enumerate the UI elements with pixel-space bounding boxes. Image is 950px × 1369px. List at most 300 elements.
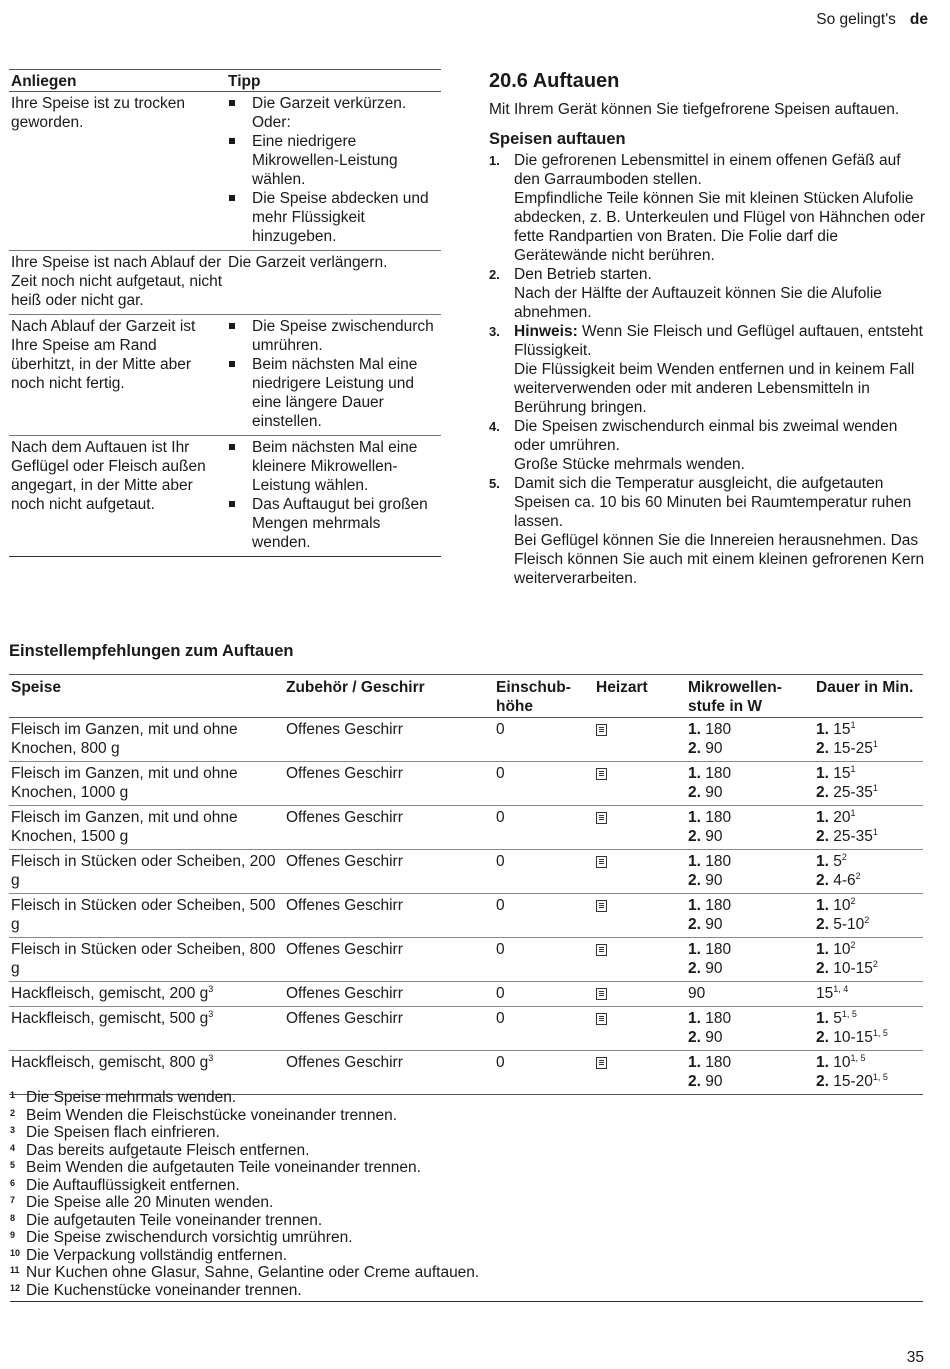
duration-value: 5 — [833, 853, 842, 870]
footnote-ref: 1 — [872, 783, 878, 793]
step-number: 3. — [489, 324, 500, 339]
food-name: Hackfleisch, gemischt, 800 g — [11, 1054, 209, 1071]
power-value: 90 — [705, 828, 723, 845]
tip-list — [228, 94, 439, 246]
footnote — [10, 1194, 923, 1212]
stage-number: 1. — [816, 809, 829, 826]
page-number: 35 — [906, 1349, 924, 1366]
food-name: Fleisch im Ganzen, mit und ohne Knochen, 800 g — [11, 721, 238, 757]
footnote — [10, 1107, 923, 1125]
footnote-ref: 1 — [850, 720, 856, 730]
microwave-heating-icon — [596, 1013, 607, 1025]
footnote-ref: 1 — [872, 827, 878, 837]
power-value: 180 — [705, 809, 732, 826]
footnote-ref: 1, 5 — [872, 1072, 888, 1082]
accessory-cell: Offenes Geschirr — [284, 894, 494, 938]
food-cell — [9, 982, 284, 1007]
stage-number: 2. — [816, 872, 829, 889]
microwave-heating-icon — [596, 812, 607, 824]
heating-cell — [594, 894, 686, 938]
duration-stage — [816, 739, 921, 758]
food-name: Fleisch im Ganzen, mit und ohne Knochen, 1500 g — [11, 809, 238, 845]
step-list — [489, 151, 929, 588]
food-cell — [9, 718, 284, 762]
level-cell: 0 — [494, 894, 594, 938]
table-row — [9, 1051, 923, 1095]
power-stage — [688, 852, 812, 871]
heating-cell — [594, 850, 686, 894]
footnote-ref: 3 — [208, 1009, 214, 1019]
duration-cell — [814, 762, 923, 806]
power-value: 90 — [688, 985, 706, 1002]
duration-value: 10-15 — [833, 960, 873, 977]
accessory-cell: Offenes Geschirr — [284, 938, 494, 982]
stage-number: 2. — [688, 1073, 701, 1090]
table-row — [9, 806, 923, 850]
stage-number: 1. — [816, 853, 829, 870]
duration-value: 5 — [833, 1010, 842, 1027]
footnote-number: 5 — [10, 1160, 16, 1170]
footnote-number: 2 — [10, 1107, 16, 1118]
footnote-number: 3 — [10, 1125, 16, 1135]
tip-list — [228, 438, 439, 552]
accessory-cell: Offenes Geschirr — [284, 850, 494, 894]
power-cell — [686, 1051, 814, 1095]
heating-cell — [594, 982, 686, 1007]
power-cell — [686, 762, 814, 806]
footnote-number: 10 — [10, 1247, 21, 1258]
column-header: Mikrowellen-stufe in W — [686, 675, 814, 718]
duration-cell — [814, 894, 923, 938]
level-cell: 0 — [494, 806, 594, 850]
heating-cell — [594, 762, 686, 806]
heating-cell — [594, 806, 686, 850]
step-item — [489, 417, 929, 474]
step-detail: Bei Geflügel können Sie die Innereien herausnehmen. Das Fleisch können Sie auch mit einem kleinen gefrorenen Kern weiterverarbeiten. — [514, 532, 925, 587]
footnote-ref: 3 — [208, 1053, 214, 1063]
food-cell — [9, 806, 284, 850]
table-row — [9, 1007, 923, 1051]
footnote-text: Beim Wenden die aufgetauten Teile voneinander trennen. — [26, 1159, 421, 1176]
food-name: Fleisch im Ganzen, mit und ohne Knochen, 1000 g — [11, 765, 238, 801]
column-header: Dauer in Min. — [814, 675, 923, 718]
step-detail: Die Flüssigkeit beim Wenden entfernen und in keinem Fall weiterverwenden oder mit anderen Lebensmitteln in Berührung bringen. — [514, 361, 915, 416]
footnote — [10, 1159, 923, 1177]
food-cell — [9, 938, 284, 982]
footnote-text: Die Kuchenstücke voneinander trennen. — [26, 1281, 302, 1299]
footnote — [10, 1264, 923, 1282]
power-stage — [688, 1009, 812, 1028]
power-value: 180 — [705, 1054, 732, 1071]
food-cell — [9, 1051, 284, 1095]
issue-cell: Nach Ablauf der Garzeit ist Ihre Speise am Rand überhitzt, in der Mitte aber noch nicht fertig. — [9, 315, 226, 436]
duration-stage — [816, 1053, 921, 1072]
microwave-heating-icon — [596, 768, 607, 780]
table-header-row — [9, 675, 923, 718]
level-cell: 0 — [494, 1007, 594, 1051]
tip-item: Beim nächsten Mal eine niedrigere Leistung und eine längere Dauer einstellen. — [228, 355, 439, 431]
footnote-ref: 1 — [872, 739, 878, 749]
footnote-text: Nur Kuchen ohne Glasur, Sahne, Gelantine oder Creme auftauen. — [26, 1264, 480, 1281]
duration-value: 15-25 — [833, 740, 873, 757]
power-value: 90 — [705, 960, 723, 977]
step-text: Wenn Sie Fleisch und Geflügel auftauen, entsteht Flüssigkeit. — [514, 323, 923, 359]
microwave-heating-icon — [596, 1057, 607, 1069]
duration-cell — [814, 982, 923, 1007]
power-stage — [688, 720, 812, 739]
issue-cell: Ihre Speise ist zu trocken geworden. — [9, 92, 226, 251]
header-language: de — [909, 11, 928, 28]
stage-number: 2. — [688, 960, 701, 977]
stage-number: 1. — [816, 897, 829, 914]
table-row — [9, 315, 441, 436]
footnote-ref: 2 — [841, 852, 847, 862]
table-row — [9, 850, 923, 894]
duration-cell — [814, 1007, 923, 1051]
footnote-number: 9 — [10, 1230, 16, 1240]
footnote-ref: 3 — [208, 984, 214, 994]
stage-number: 2. — [688, 872, 701, 889]
footnote-text: Das bereits aufgetaute Fleisch entfernen. — [26, 1141, 310, 1159]
footnote-text: Die Speise mehrmals wenden. — [26, 1089, 237, 1106]
duration-value: 25-35 — [833, 828, 873, 845]
table-row — [9, 762, 923, 806]
footnote-ref: 1 — [850, 808, 856, 818]
heating-cell — [594, 1051, 686, 1095]
accessory-cell: Offenes Geschirr — [284, 762, 494, 806]
stage-number: 2. — [816, 740, 829, 757]
duration-stage — [816, 720, 921, 739]
duration-stage — [816, 852, 921, 871]
food-cell — [9, 1007, 284, 1051]
step-text: Die Speisen zwischendurch einmal bis zweimal wenden oder umrühren. — [514, 418, 898, 454]
troubleshooting-table — [9, 69, 441, 557]
stage-number: 2. — [816, 1029, 829, 1046]
column-header: Speise — [9, 675, 284, 718]
duration-cell — [814, 938, 923, 982]
table-row — [9, 436, 441, 557]
duration-stage — [816, 984, 921, 1003]
footnote — [10, 1142, 923, 1160]
power-cell — [686, 1007, 814, 1051]
duration-value: 15 — [833, 721, 851, 738]
duration-stage — [816, 871, 921, 890]
footnote — [10, 1282, 923, 1300]
accessory-cell: Offenes Geschirr — [284, 982, 494, 1007]
microwave-heating-icon — [596, 900, 607, 912]
table-title: Einstellempfehlungen zum Auftauen — [9, 642, 294, 660]
level-cell: 0 — [494, 718, 594, 762]
step-number: 1. — [489, 153, 500, 168]
duration-value: 15 — [816, 985, 834, 1002]
duration-value: 20 — [833, 809, 851, 826]
step-text: Damit sich die Temperatur ausgleicht, die aufgetauten Speisen ca. 10 bis 60 Minuten bei Raumtemperatur ruhen lassen. — [514, 475, 912, 530]
duration-stage — [816, 764, 921, 783]
footnote-number: 12 — [10, 1282, 21, 1293]
duration-value: 10 — [833, 897, 851, 914]
tip-cell — [226, 436, 441, 557]
duration-value: 10-15 — [833, 1029, 873, 1046]
food-name: Fleisch in Stücken oder Scheiben, 500 g — [11, 897, 276, 933]
level-cell: 0 — [494, 938, 594, 982]
power-stage — [688, 940, 812, 959]
footnote — [10, 1212, 923, 1230]
footnote — [10, 1247, 923, 1265]
duration-value: 15 — [833, 765, 851, 782]
power-stage — [688, 915, 812, 934]
table-row — [9, 938, 923, 982]
tip-item: Das Auftaugut bei großen Mengen mehrmals wenden. — [228, 495, 439, 552]
step-detail: Nach der Hälfte der Auftauzeit können Sie die Alufolie abnehmen. — [514, 285, 882, 321]
power-stage — [688, 808, 812, 827]
food-name: Fleisch in Stücken oder Scheiben, 800 g — [11, 941, 276, 977]
stage-number: 2. — [688, 740, 701, 757]
accessory-cell: Offenes Geschirr — [284, 1051, 494, 1095]
stage-number: 2. — [816, 828, 829, 845]
level-cell: 0 — [494, 850, 594, 894]
power-cell — [686, 938, 814, 982]
power-value: 90 — [705, 1029, 723, 1046]
duration-cell — [814, 806, 923, 850]
stage-number: 2. — [816, 1073, 829, 1090]
duration-value: 10 — [833, 1054, 851, 1071]
power-stage — [688, 896, 812, 915]
stage-number: 2. — [816, 784, 829, 801]
tip-item: Die Speise abdecken und mehr Flüssigkeit hinzugeben. — [228, 189, 439, 246]
tip-cell — [226, 315, 441, 436]
microwave-heating-icon — [596, 724, 607, 736]
column-header: Zubehör / Geschirr — [284, 675, 494, 718]
stage-number: 2. — [688, 1029, 701, 1046]
section-title: 20.6 Auftauen — [489, 70, 620, 92]
section-intro: Mit Ihrem Gerät können Sie tiefgefrorene Speisen auftauen. — [489, 101, 900, 118]
footnote-ref: 2 — [872, 959, 878, 969]
step-number: 2. — [489, 267, 500, 282]
footnote-ref: 2 — [855, 871, 861, 881]
level-cell: 0 — [494, 982, 594, 1007]
footnote-ref: 1 — [850, 764, 856, 774]
issue-cell: Nach dem Auftauen ist Ihr Geflügel oder Fleisch außen angegart, in der Mitte aber noch nicht aufgetaut. — [9, 436, 226, 557]
power-stage — [688, 827, 812, 846]
stage-number: 1. — [688, 721, 701, 738]
accessory-cell: Offenes Geschirr — [284, 718, 494, 762]
column-header: Tipp — [226, 70, 441, 92]
step-number: 5. — [489, 476, 500, 491]
power-value: 90 — [705, 872, 723, 889]
food-cell — [9, 850, 284, 894]
footnote-ref: 2 — [864, 915, 870, 925]
stage-number: 2. — [816, 960, 829, 977]
footnote-ref: 2 — [850, 940, 856, 950]
step-text: Die gefrorenen Lebensmittel in einem offenen Gefäß auf den Garraumboden stellen. — [514, 152, 901, 188]
stage-number: 1. — [816, 1054, 829, 1071]
microwave-heating-icon — [596, 856, 607, 868]
table-row — [9, 251, 441, 315]
footnote-text: Die aufgetauten Teile voneinander trennen. — [26, 1211, 323, 1229]
power-stage — [688, 1028, 812, 1047]
duration-cell — [814, 718, 923, 762]
heating-cell — [594, 1007, 686, 1051]
duration-stage — [816, 896, 921, 915]
power-value: 180 — [705, 941, 732, 958]
footnote-number: 6 — [10, 1177, 16, 1188]
heating-cell — [594, 938, 686, 982]
power-stage — [688, 764, 812, 783]
table-row — [9, 718, 923, 762]
footnote-text: Die Speise zwischendurch vorsichtig umrühren. — [26, 1229, 353, 1246]
table-row — [9, 92, 441, 251]
power-cell — [686, 894, 814, 938]
food-name: Hackfleisch, gemischt, 500 g — [11, 1010, 209, 1027]
duration-value: 4-6 — [833, 872, 856, 889]
footnote-text: Die Speisen flach einfrieren. — [26, 1124, 220, 1141]
footnote-number: 7 — [10, 1195, 16, 1205]
footnote — [10, 1177, 923, 1195]
power-value: 180 — [705, 721, 732, 738]
food-name: Hackfleisch, gemischt, 200 g — [11, 985, 209, 1002]
accessory-cell: Offenes Geschirr — [284, 806, 494, 850]
column-header: Einschub-höhe — [494, 675, 594, 718]
food-name: Fleisch in Stücken oder Scheiben, 200 g — [11, 853, 276, 889]
footnote — [10, 1089, 923, 1107]
step-detail: Empfindliche Teile können Sie mit kleinen Stücken Alufolie abdecken, z. B. Unterkeulen und Flügel von Hähnchen oder fette Randpartien von Braten. Die Folie darf die Gerätewände nicht berühren. — [514, 190, 926, 264]
food-cell — [9, 894, 284, 938]
power-stage — [688, 783, 812, 802]
issue-cell: Ihre Speise ist nach Ablauf der Zeit noch nicht aufgetaut, nicht heiß oder nicht gar. — [9, 251, 226, 315]
duration-stage — [816, 827, 921, 846]
duration-cell — [814, 1051, 923, 1095]
footnote-ref: 1, 5 — [850, 1053, 866, 1063]
power-cell — [686, 806, 814, 850]
footnote-number: 8 — [10, 1212, 16, 1223]
footnote-text: Die Verpackung vollständig entfernen. — [26, 1246, 288, 1264]
footnote-number: 1 — [10, 1090, 16, 1100]
accessory-cell: Offenes Geschirr — [284, 1007, 494, 1051]
duration-stage — [816, 959, 921, 978]
stage-number: 1. — [688, 853, 701, 870]
footnotes — [10, 1089, 923, 1302]
stage-number: 1. — [688, 809, 701, 826]
duration-stage — [816, 783, 921, 802]
step-item — [489, 151, 929, 265]
stage-number: 2. — [688, 828, 701, 845]
power-value: 180 — [705, 853, 732, 870]
power-cell — [686, 850, 814, 894]
tip-item: Eine niedrigere Mikrowellen-Leistung wählen. — [228, 132, 439, 189]
power-stage — [688, 739, 812, 758]
duration-stage — [816, 915, 921, 934]
footnote-ref: 1, 5 — [872, 1028, 888, 1038]
tip-list — [228, 317, 439, 431]
footnote — [10, 1124, 923, 1142]
power-value: 180 — [705, 1010, 732, 1027]
power-value: 180 — [705, 897, 732, 914]
settings-table — [9, 674, 923, 1095]
footnote-text: Die Speise alle 20 Minuten wenden. — [26, 1194, 274, 1211]
power-cell — [686, 982, 814, 1007]
duration-value: 15-20 — [833, 1073, 873, 1090]
step-detail: Große Stücke mehrmals wenden. — [514, 456, 745, 473]
duration-value: 25-35 — [833, 784, 873, 801]
stage-number: 1. — [688, 897, 701, 914]
duration-stage — [816, 1009, 921, 1028]
microwave-heating-icon — [596, 988, 607, 1000]
duration-stage — [816, 940, 921, 959]
page-header — [816, 10, 928, 29]
power-value: 180 — [705, 765, 732, 782]
tip-cell — [226, 92, 441, 251]
footnote-text: Die Auftauflüssigkeit entfernen. — [26, 1176, 240, 1194]
subsection-title: Speisen auftauen — [489, 130, 626, 148]
footnote-ref: 1, 4 — [833, 984, 849, 994]
footnote-ref: 2 — [850, 896, 856, 906]
power-value: 90 — [705, 740, 723, 757]
table-row — [9, 894, 923, 938]
footnote-text: Beim Wenden die Fleischstücke voneinander trennen. — [26, 1106, 398, 1124]
tip-item: Beim nächsten Mal eine kleinere Mikrowellen-Leistung wählen. — [228, 438, 439, 495]
power-stage — [688, 871, 812, 890]
level-cell: 0 — [494, 762, 594, 806]
table-header-row — [9, 70, 441, 92]
power-value: 90 — [705, 784, 723, 801]
stage-number: 1. — [816, 765, 829, 782]
level-cell: 0 — [494, 1051, 594, 1095]
step-hint-label: Hinweis: — [514, 323, 578, 340]
column-header: Heizart — [594, 675, 686, 718]
stage-number: 1. — [688, 941, 701, 958]
stage-number: 1. — [688, 765, 701, 782]
step-item — [489, 265, 929, 322]
tip-item: Die Garzeit verkürzen. Oder: — [228, 94, 439, 132]
power-value: 90 — [705, 1073, 723, 1090]
microwave-heating-icon — [596, 944, 607, 956]
defrost-section — [489, 68, 929, 588]
power-stage — [688, 959, 812, 978]
stage-number: 1. — [816, 1010, 829, 1027]
tip-item: Die Speise zwischendurch umrühren. — [228, 317, 439, 355]
step-item — [489, 474, 929, 588]
duration-stage — [816, 808, 921, 827]
footnote-ref: 1, 5 — [841, 1009, 857, 1019]
header-section: So gelingt's — [816, 11, 896, 28]
footnote-number: 4 — [10, 1142, 16, 1153]
stage-number: 2. — [688, 916, 701, 933]
tip-cell — [226, 251, 441, 315]
power-stage — [688, 984, 812, 1003]
stage-number: 1. — [816, 721, 829, 738]
heating-cell — [594, 718, 686, 762]
power-cell — [686, 718, 814, 762]
stage-number: 2. — [688, 784, 701, 801]
table-row — [9, 982, 923, 1007]
step-item — [489, 322, 929, 417]
power-value: 90 — [705, 916, 723, 933]
stage-number: 2. — [816, 916, 829, 933]
footnote-number: 11 — [10, 1265, 20, 1275]
stage-number: 1. — [688, 1054, 701, 1071]
stage-number: 1. — [816, 941, 829, 958]
power-stage — [688, 1053, 812, 1072]
duration-value: 5-10 — [833, 916, 865, 933]
duration-stage — [816, 1028, 921, 1047]
tip-text: Die Garzeit verlängern. — [228, 254, 388, 271]
step-text: Den Betrieb starten. — [514, 266, 652, 283]
column-header: Anliegen — [9, 70, 226, 92]
stage-number: 1. — [688, 1010, 701, 1027]
step-number: 4. — [489, 419, 500, 434]
food-cell — [9, 762, 284, 806]
duration-value: 10 — [833, 941, 851, 958]
